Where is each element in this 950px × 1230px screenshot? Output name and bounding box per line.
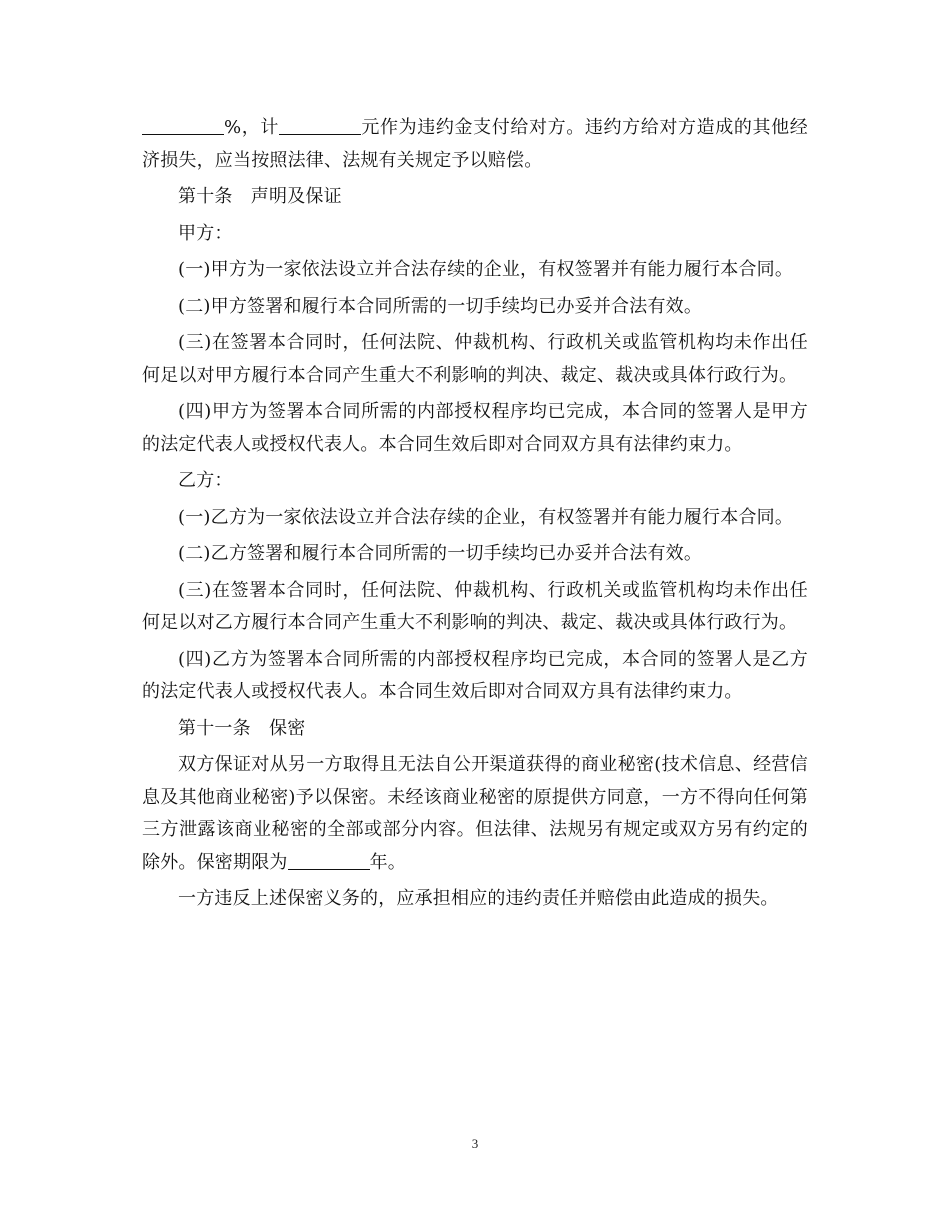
blank-percent-field[interactable] xyxy=(142,116,224,135)
party-a-item-4: (四)甲方为签署本合同所需的内部授权程序均已完成，本合同的签署人是甲方的法定代表人或授权代表人。本合同生效后即对合同双方具有法律约束力。 xyxy=(142,401,808,455)
article-11-heading: 第十一条 保密 xyxy=(178,717,306,739)
penalty-text-1: %，计 xyxy=(224,117,279,138)
page-number: 3 xyxy=(471,1136,479,1151)
party-b-item-2: (二)乙方签署和履行本合同所需的一切手续均已办妥并合法有效。 xyxy=(178,543,703,564)
party-a-item-2: (二)甲方签署和履行本合同所需的一切手续均已办妥并合法有效。 xyxy=(178,295,703,317)
blank-term-years-field[interactable] xyxy=(288,851,370,870)
party-a-item-1: (一)甲方为一家依法设立并合法存续的企业，有权签署并有能力履行本合同。 xyxy=(178,259,794,280)
breach-paragraph: 一方违反上述保密义务的，应承担相应的违约责任并赔偿由此造成的损失。 xyxy=(178,888,779,909)
confidentiality-paragraph xyxy=(142,749,808,879)
blank-amount-field[interactable] xyxy=(279,116,361,135)
confidentiality-text-1: 双方保证对从另一方取得且无法自公开渠道获得的商业秘密(技术信息、经营信息及其他商业秘密)予以保密。未经该商业秘密的原提供方同意，一方不得向任何第三方泄露该商业秘密的全部或部分内容。但法律、法规另有规定或双方另有约定的除外。保密期限为 xyxy=(142,754,808,873)
confidentiality-text-2: 年。 xyxy=(369,851,407,873)
party-a-item-3: (三)在签署本合同时，任何法院、仲裁机构、行政机关或监管机构均未作出任何足以对甲方履行本合同产生重大不利影响的判决、裁定、裁决或具体行政行为。 xyxy=(142,332,808,386)
party-a-label: 甲方： xyxy=(178,222,233,244)
party-b-label: 乙方： xyxy=(178,470,233,491)
article-10-heading: 第十条 声明及保证 xyxy=(178,186,342,207)
party-b-item-4: (四)乙方为签署本合同所需的内部授权程序均已完成，本合同的签署人是乙方的法定代表人或授权代表人。本合同生效后即对合同双方具有法律约束力。 xyxy=(142,648,808,702)
party-b-item-3: (三)在签署本合同时，任何法院、仲裁机构、行政机关或监管机构均未作出任何足以对乙方履行本合同产生重大不利影响的判决、裁定、裁决或具体行政行为。 xyxy=(142,579,808,633)
party-b-item-1: (一)乙方为一家依法设立并合法存续的企业，有权签署并有能力履行本合同。 xyxy=(178,506,794,528)
penalty-paragraph xyxy=(142,112,808,177)
penalty-text-2: 元作为违约金支付给对方。违约方给对方造成的其他经济损失，应当按照法律、法规有关规定予以赔偿。 xyxy=(142,117,808,171)
